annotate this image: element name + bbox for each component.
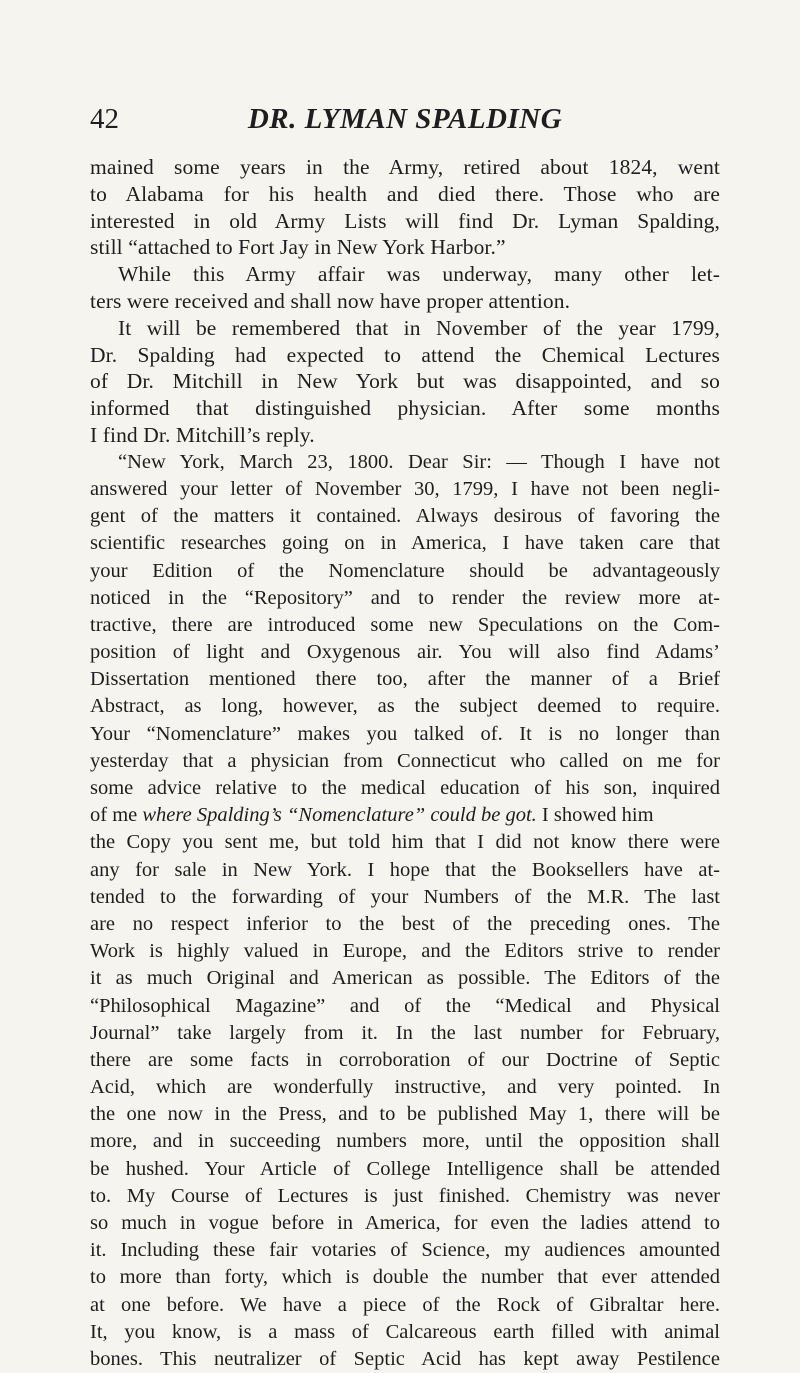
paragraph-1 <box>90 154 720 261</box>
text-segment: of me <box>90 804 143 827</box>
text-line: gent of the matters it contained. Always desirous of favoring the <box>90 505 720 528</box>
text-line: mained some years in the Army, retired about 1824, went <box>90 155 720 179</box>
text-line: there are some facts in corroboration of our Doctrine of Septic <box>90 1048 720 1071</box>
text-line: It, you know, is a mass of Calcareous earth filled with animal <box>90 1320 720 1343</box>
text-line: it as much Original and American as possible. The Editors of the <box>90 967 720 990</box>
text-line: “Philosophical Magazine” and of the “Medical and Physical <box>90 994 720 1017</box>
text-line: position of light and Oxygenous air. You will also find Adams’ <box>90 641 720 664</box>
text-line: scientific researches going on in America, I have taken care that <box>90 532 720 555</box>
text-line: ters were received and shall now have proper attention. <box>90 288 571 313</box>
text-line: I find Dr. Mitchill’s reply. <box>90 422 315 447</box>
text-line: any for sale in New York. I hope that the Booksellers have at- <box>90 858 720 881</box>
text-line: some advice relative to the medical education of his son, inquired <box>90 777 720 800</box>
text-line: Journal” take largely from it. In the last number for February, <box>90 1021 720 1044</box>
text-line: Dr. Spalding had expected to attend the Chemical Lectures <box>90 342 720 367</box>
text-line: answered your letter of November 30, 1799, I have not been negli- <box>90 477 720 500</box>
text-line: tractive, there are introduced some new Speculations on the Com- <box>90 613 720 636</box>
text-line: to Alabama for his health and died there. Those who are <box>90 181 720 206</box>
text-line: It will be remembered that in November of the year 1799, <box>118 315 720 340</box>
text-line: to. My Course of Lectures is just finished. Chemistry was never <box>90 1184 720 1207</box>
text-line: Work is highly valued in Europe, and the Editors strive to render <box>90 940 720 963</box>
text-line: bones. This neutralizer of Septic Acid has kept away Pestilence <box>90 1347 720 1370</box>
text-line: Dissertation mentioned there too, after the manner of a Brief <box>90 668 720 691</box>
italic-segment: where Spalding’s “Nomenclature” could be got. <box>142 804 537 827</box>
paragraph-3 <box>90 315 720 449</box>
text-line: “New York, March 23, 1800. Dear Sir: — Though I have not <box>118 450 720 473</box>
text-line: the one now in the Press, and to be published May 1, there will be <box>90 1103 720 1126</box>
text-segment: I showed him <box>536 804 654 827</box>
text-line: still “attached to Fort Jay in New York Harbor.” <box>90 235 506 260</box>
text-line: tended to the forwarding of your Numbers of the M.R. The last <box>90 885 720 908</box>
text-line: yesterday that a physician from Connecticut who called on me for <box>90 749 720 772</box>
body-text <box>90 154 720 1373</box>
text-line-mixed <box>90 802 720 829</box>
text-line: of Dr. Mitchill in New York but was disappointed, and so <box>90 369 720 394</box>
text-line: are no respect inferior to the best of the preceding ones. The <box>90 912 720 935</box>
text-line: your Edition of the Nomenclature should be advantageously <box>90 559 720 582</box>
text-line: be hushed. Your Article of College Intelligence shall be attended <box>90 1157 720 1180</box>
text-line: so much in vogue before in America, for even the ladies attend to <box>90 1212 720 1235</box>
text-line: it. Including these fair votaries of Science, my audiences amounted <box>90 1239 720 1262</box>
text-line: the Copy you sent me, but told him that I did not know there were <box>90 831 720 854</box>
paragraph-2 <box>90 261 720 315</box>
page-number: 42 <box>90 103 119 135</box>
text-line: Your “Nomenclature” makes you talked of. It is no longer than <box>90 722 720 745</box>
text-line: noticed in the “Repository” and to render the review more at- <box>90 586 720 609</box>
text-line: Acid, which are wonderfully instructive, and very pointed. In <box>90 1076 720 1099</box>
text-line: more, and in succeeding numbers more, until the opposition shall <box>90 1130 720 1153</box>
text-line: at one before. We have a piece of the Rock of Gibraltar here. <box>90 1293 720 1316</box>
text-line: Abstract, as long, however, as the subject deemed to require. <box>90 695 720 718</box>
page-header <box>90 99 720 139</box>
text-line: informed that distinguished physician. After some months <box>90 396 720 421</box>
letter-quotation <box>90 449 720 1373</box>
running-title: DR. LYMAN SPALDING <box>247 103 563 135</box>
text-line: While this Army affair was underway, many other let- <box>118 262 720 287</box>
text-line: interested in old Army Lists will find Dr. Lyman Spalding, <box>90 208 720 233</box>
text-line: to more than forty, which is double the number that ever attended <box>90 1266 720 1289</box>
